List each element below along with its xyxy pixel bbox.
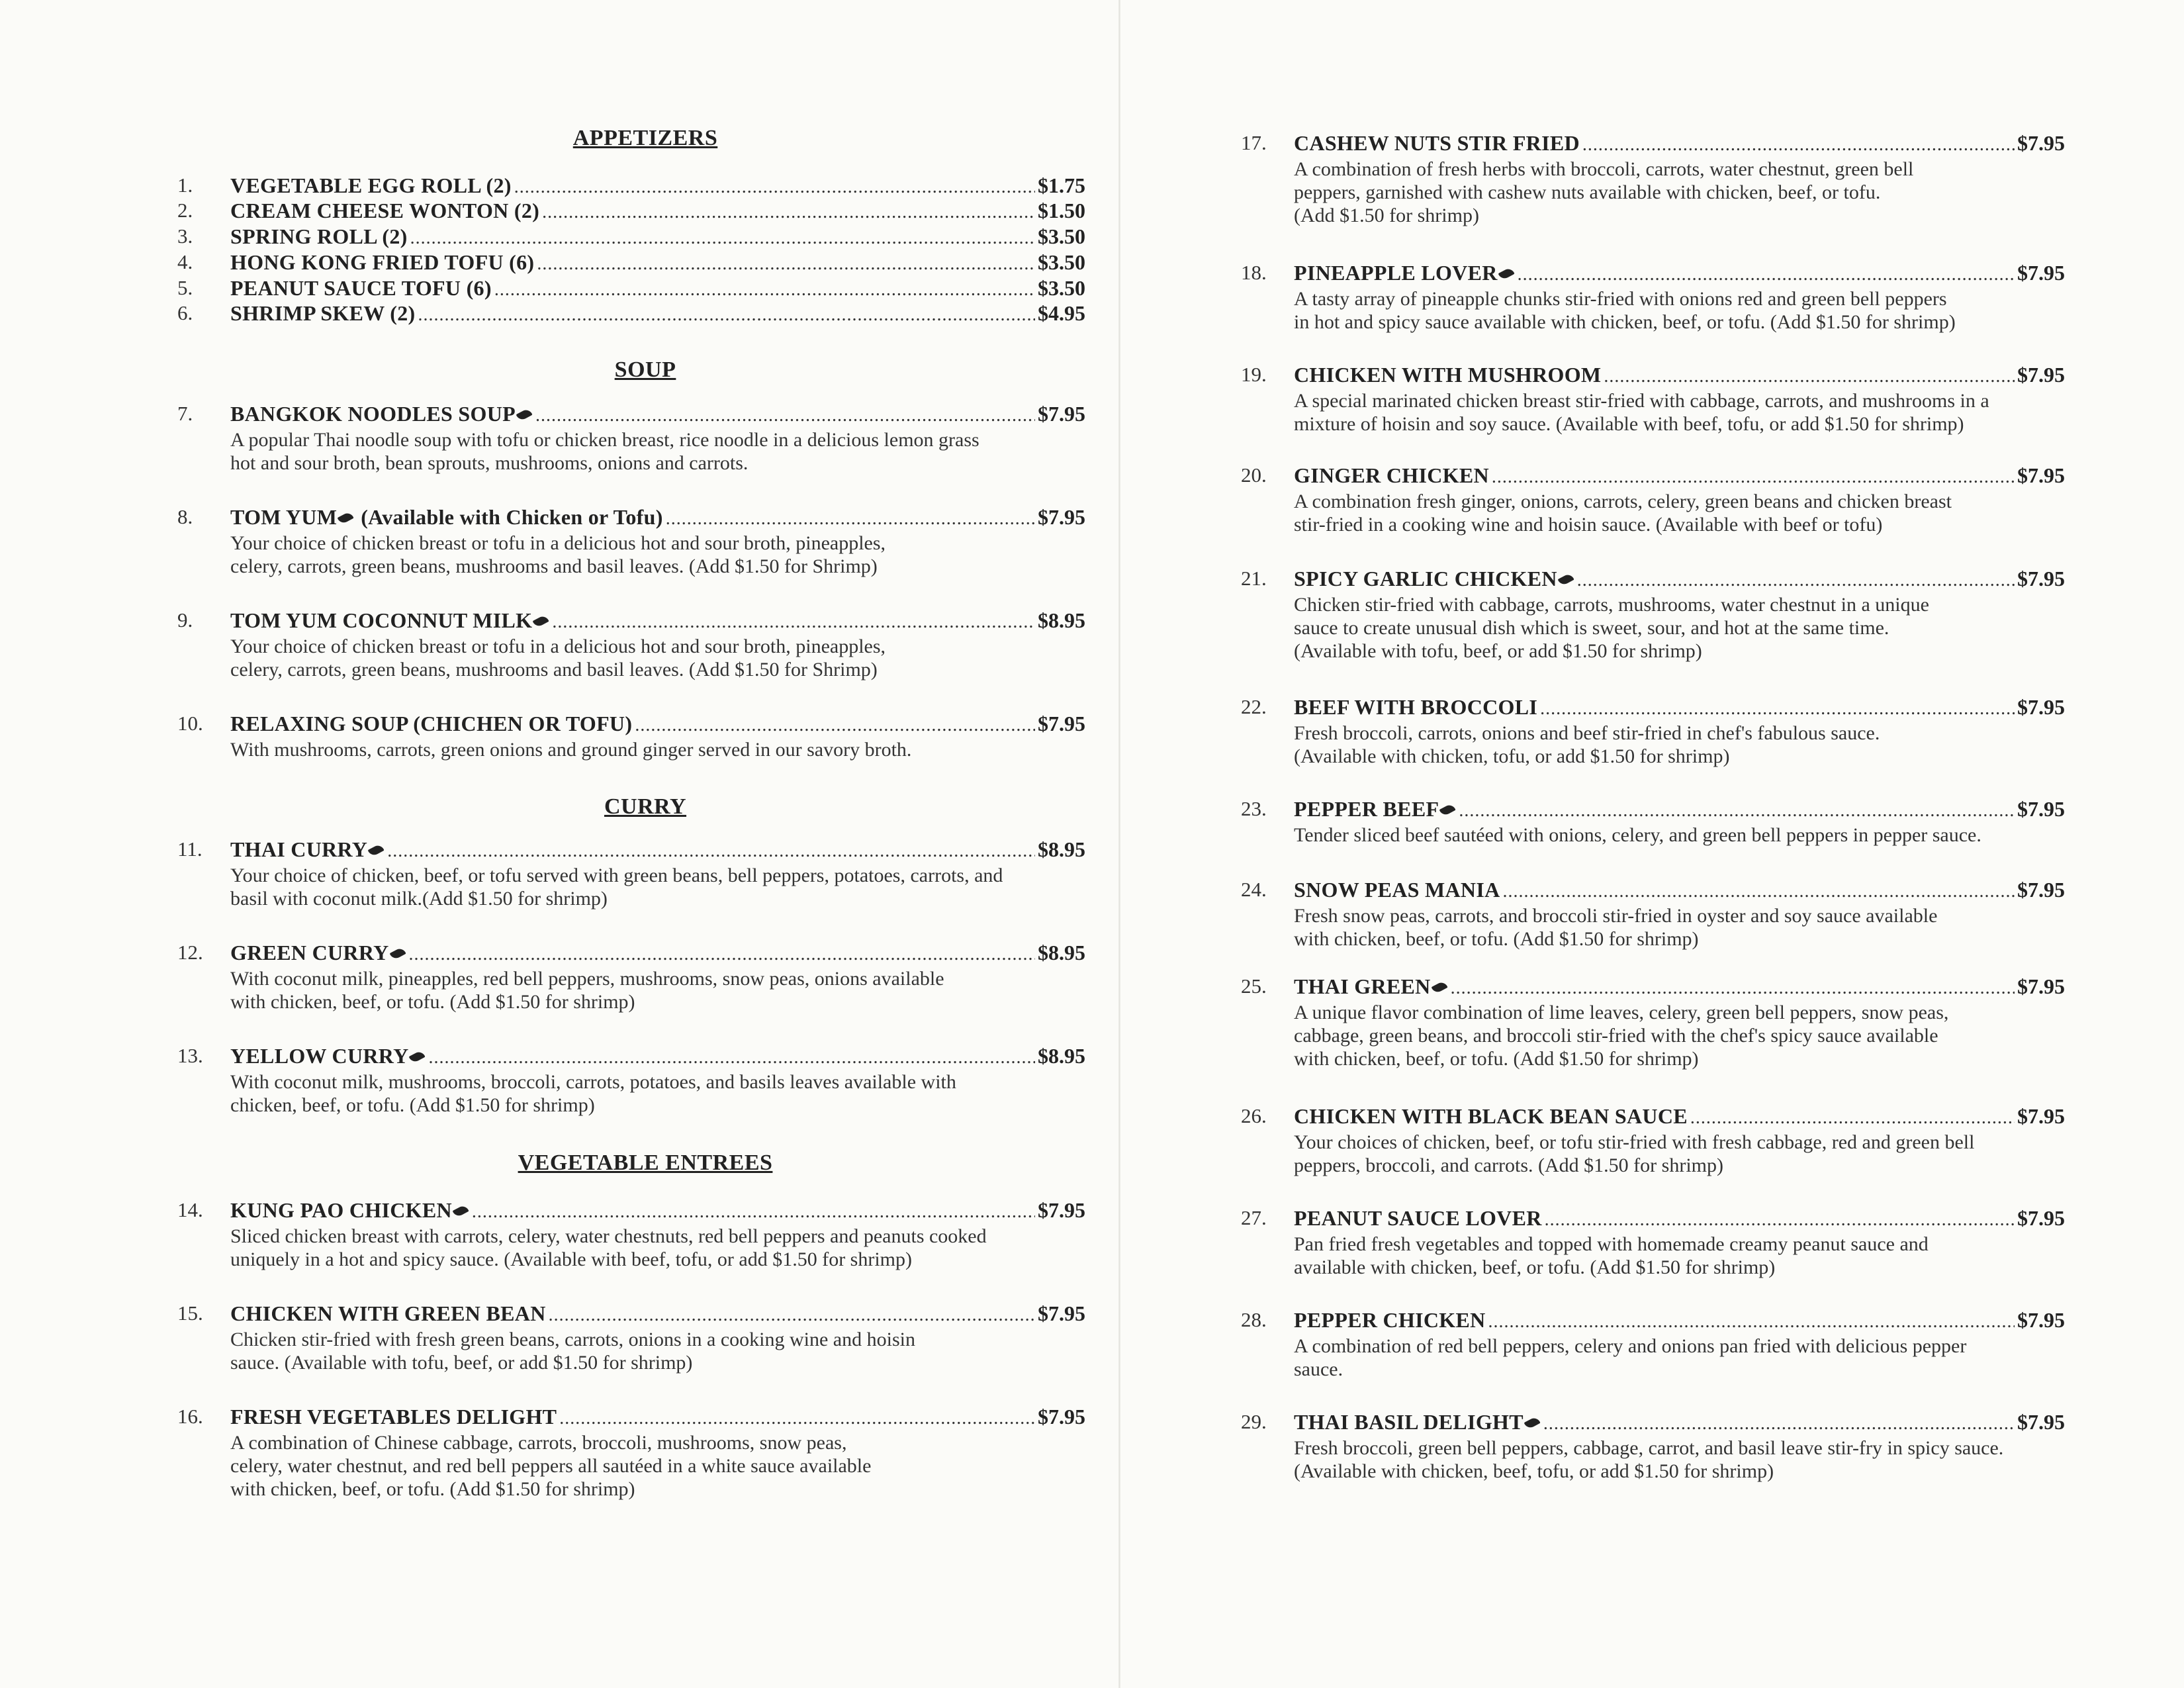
- item-title-line: [230, 505, 1085, 530]
- item-name-text: BEEF WITH BROCCOLI: [1294, 695, 1538, 719]
- item-note: (Available with Chicken or Tofu): [361, 505, 663, 529]
- description-line: A combination of red bell peppers, celery and onions pan fried with delicious pepper: [1294, 1335, 1967, 1357]
- item-description: [230, 738, 911, 761]
- description-line: Your choice of chicken breast or tofu in a delicious hot and sour broth, pineapples,: [230, 635, 886, 657]
- item-description: [230, 1431, 871, 1501]
- item-name: [230, 608, 549, 633]
- dot-leader: [409, 944, 1035, 965]
- item-title-line: [1294, 974, 2065, 999]
- item-title-line: [230, 199, 1085, 223]
- item-name-text: HONG KONG FRIED TOFU (6): [230, 250, 535, 274]
- spicy-pepper-icon: [452, 1204, 469, 1218]
- item-price: $3.50: [1038, 250, 1085, 274]
- item-price: $7.95: [2017, 1104, 2065, 1128]
- item-title-line: [230, 1198, 1085, 1223]
- description-line: (Add $1.50 for shrimp): [1294, 205, 1479, 226]
- item-description: [1294, 1436, 2003, 1483]
- item-price: $7.95: [1038, 1198, 1085, 1222]
- item-name-text: CHICKEN WITH GREEN BEAN: [230, 1301, 546, 1325]
- dot-leader: [559, 1408, 1035, 1429]
- item-price: $3.50: [1038, 276, 1085, 300]
- dot-leader: [1540, 698, 2015, 720]
- description-line: sauce. (Available with tofu, beef, or add $1.50 for shrimp): [230, 1352, 693, 1374]
- item-price: $1.50: [1038, 199, 1085, 222]
- dot-leader: [537, 254, 1035, 275]
- description-line: (Available with chicken, beef, tofu, or add $1.50 for shrimp): [1294, 1460, 1774, 1482]
- item-price: $4.95: [1038, 301, 1085, 325]
- item-name-text: BANGKOK NOODLES SOUP: [230, 402, 516, 426]
- dot-leader: [1488, 1311, 2015, 1333]
- item-title-line: [1294, 878, 2065, 902]
- item-name-text: CHICKEN WITH BLACK BEAN SAUCE: [1294, 1104, 1688, 1128]
- section-heading: CURRY: [604, 794, 687, 819]
- item-description: [1294, 1001, 1948, 1070]
- description-line: basil with coconut milk.(Add $1.50 for shrimp): [230, 888, 608, 910]
- item-number: 8.: [177, 505, 193, 528]
- spicy-pepper-icon: [516, 408, 533, 422]
- item-number: 2.: [177, 199, 193, 222]
- description-line: chicken, beef, or tofu. (Add $1.50 for shrimp): [230, 1094, 595, 1116]
- item-name: [1294, 567, 1574, 591]
- item-price: $8.95: [1038, 608, 1085, 632]
- item-title-line: [230, 173, 1085, 198]
- item-price: $7.95: [2017, 463, 2065, 487]
- item-number: 16.: [177, 1405, 203, 1428]
- dot-leader: [1459, 800, 2015, 821]
- item-title-line: [1294, 695, 2065, 720]
- item-description: [230, 532, 886, 578]
- item-price: $7.95: [1038, 1405, 1085, 1429]
- item-name-text: FRESH VEGETABLES DELIGHT: [230, 1405, 557, 1429]
- dot-leader: [535, 405, 1035, 426]
- item-price: $7.95: [1038, 1301, 1085, 1325]
- item-title-line: [230, 608, 1085, 633]
- section-heading: SOUP: [614, 357, 676, 382]
- description-line: in hot and spicy sauce available with chicken, beef, or tofu. (Add $1.50 for shrimp): [1294, 311, 1956, 333]
- item-name-text: PINEAPPLE LOVER: [1294, 261, 1498, 285]
- item-price: $7.95: [2017, 261, 2065, 285]
- description-line: uniquely in a hot and spicy sauce. (Available with beef, tofu, or add $1.50 for shrimp): [230, 1248, 913, 1270]
- description-line: cabbage, green beans, and broccoli stir-fried with the chef's spicy sauce available: [1294, 1025, 1938, 1047]
- description-line: Fresh snow peas, carrots, and broccoli stir-fried in oyster and soy sauce available: [1294, 905, 1938, 927]
- item-number: 22.: [1241, 695, 1267, 718]
- item-description: [1294, 158, 1913, 227]
- spicy-pepper-icon: [1431, 980, 1447, 994]
- item-description: [1294, 593, 1929, 663]
- description-line: Fresh broccoli, carrots, onions and beef stir-fried in chef's fabulous sauce.: [1294, 722, 1880, 744]
- item-description: [1294, 490, 1952, 536]
- description-line: celery, carrots, green beans, mushrooms and basil leaves. (Add $1.50 for Shrimp): [230, 555, 878, 577]
- description-line: stir-fried in a cooking wine and hoisin sauce. (Available with beef or tofu): [1294, 514, 1883, 536]
- item-number: 29.: [1241, 1410, 1267, 1433]
- spicy-pepper-icon: [1524, 1416, 1540, 1430]
- spicy-pepper-icon: [338, 511, 354, 525]
- item-name: [1294, 1104, 1688, 1129]
- item-description: [230, 428, 979, 475]
- item-number: 19.: [1241, 363, 1267, 386]
- item-price: $8.95: [1038, 837, 1085, 861]
- item-name: [1294, 1410, 1541, 1434]
- description-line: with chicken, beef, or tofu. (Add $1.50 for shrimp): [1294, 1048, 1699, 1070]
- description-line: With mushrooms, carrots, green onions and ground ginger served in our savory broth.: [230, 739, 912, 761]
- item-name-text: GINGER CHICKEN: [1294, 463, 1489, 487]
- item-price: $7.95: [2017, 1308, 2065, 1332]
- description-line: Pan fried fresh vegetables and topped with homemade creamy peanut sauce and: [1294, 1233, 1929, 1255]
- item-title-line: [1294, 463, 2065, 488]
- item-number: 14.: [177, 1198, 203, 1221]
- description-line: celery, water chestnut, and red bell peppers all sautéed in a white sauce available: [230, 1455, 872, 1477]
- item-number: 23.: [1241, 797, 1267, 820]
- description-line: (Available with chicken, tofu, or add $1.50 for shrimp): [1294, 745, 1730, 767]
- item-name-text: THAI BASIL DELIGHT: [1294, 1410, 1524, 1434]
- description-line: With coconut milk, pineapples, red bell peppers, mushrooms, snow peas, onions available: [230, 968, 944, 990]
- description-line: peppers, garnished with cashew nuts available with chicken, beef, or tofu.: [1294, 181, 1881, 203]
- item-name: [230, 301, 416, 326]
- item-title-line: [230, 301, 1085, 326]
- item-description: [230, 1070, 956, 1117]
- item-number: 24.: [1241, 878, 1267, 901]
- spicy-pepper-icon: [1498, 267, 1514, 281]
- item-price: $7.95: [2017, 131, 2065, 155]
- dot-leader: [1604, 366, 2015, 387]
- item-description: [230, 1225, 987, 1271]
- item-number: 6.: [177, 301, 193, 324]
- dot-leader: [428, 1047, 1035, 1068]
- item-title-line: [230, 1301, 1085, 1326]
- description-line: A popular Thai noodle soup with tofu or chicken breast, rice noodle in a delicious lemon grass: [230, 429, 979, 451]
- item-name: [230, 1301, 546, 1326]
- item-number: 3.: [177, 224, 193, 248]
- dot-leader: [1518, 264, 2015, 285]
- description-line: Sliced chicken breast with carrots, celery, water chestnuts, red bell peppers and peanuts cooked: [230, 1225, 987, 1247]
- item-name-text: VEGETABLE EGG ROLL (2): [230, 173, 512, 197]
- spicy-pepper-icon: [533, 614, 549, 628]
- item-number: 4.: [177, 250, 193, 273]
- description-line: Fresh broccoli, green bell peppers, cabbage, carrot, and basil leave stir-fry in spicy sauce.: [1294, 1437, 2004, 1459]
- item-title-line: [1294, 1206, 2065, 1231]
- item-number: 7.: [177, 402, 193, 425]
- description-line: Your choice of chicken breast or tofu in a delicious hot and sour broth, pineapples,: [230, 532, 886, 554]
- spicy-pepper-icon: [368, 843, 385, 857]
- description-line: peppers, broccoli, and carrots. (Add $1.50 for shrimp): [1294, 1154, 1723, 1176]
- item-name-text: TOM YUM: [230, 505, 338, 529]
- item-name: [1294, 261, 1515, 285]
- item-name: [230, 224, 408, 249]
- dot-leader: [1582, 134, 2015, 156]
- dot-leader: [514, 177, 1035, 198]
- item-name-text: CREAM CHEESE WONTON (2): [230, 199, 540, 222]
- description-line: celery, carrots, green beans, mushrooms and basil leaves. (Add $1.50 for Shrimp): [230, 659, 878, 680]
- item-name-text: SPRING ROLL (2): [230, 224, 408, 248]
- item-name: [230, 402, 533, 426]
- item-name: [1294, 1206, 1542, 1231]
- item-name: [230, 712, 632, 736]
- dot-leader: [542, 202, 1035, 223]
- item-name-text: CASHEW NUTS STIR FRIED: [1294, 131, 1580, 155]
- item-description: [1294, 823, 1981, 847]
- item-number: 20.: [1241, 463, 1267, 487]
- item-number: 28.: [1241, 1308, 1267, 1331]
- item-name-text: THAI GREEN: [1294, 974, 1431, 998]
- item-price: $7.95: [2017, 974, 2065, 998]
- item-name: [230, 276, 492, 301]
- description-line: Chicken stir-fried with fresh green beans, carrots, onions in a cooking wine and hoisin: [230, 1329, 915, 1350]
- item-name: [230, 837, 385, 862]
- description-line: sauce to create unusual dish which is sweet, sour, and hot at the same time.: [1294, 617, 1889, 639]
- spicy-pepper-icon: [1439, 803, 1456, 817]
- dot-leader: [1503, 881, 2015, 902]
- item-title-line: [1294, 1308, 2065, 1333]
- item-price: $7.95: [2017, 1410, 2065, 1434]
- description-line: sauce.: [1294, 1358, 1343, 1380]
- section-heading: VEGETABLE ENTREES: [518, 1150, 773, 1175]
- item-name-text: PEPPER CHICKEN: [1294, 1308, 1486, 1332]
- item-title-line: [1294, 1104, 2065, 1129]
- item-title-line: [230, 941, 1085, 965]
- item-number: 17.: [1241, 131, 1267, 154]
- item-price: $8.95: [1038, 1044, 1085, 1068]
- dot-leader: [552, 612, 1035, 633]
- item-name: [1294, 974, 1448, 999]
- item-number: 26.: [1241, 1104, 1267, 1127]
- description-line: (Available with tofu, beef, or add $1.50 for shrimp): [1294, 640, 1702, 662]
- item-title-line: [1294, 567, 2065, 591]
- item-name: [1294, 363, 1601, 387]
- item-price: $7.95: [2017, 878, 2065, 902]
- item-price: $7.95: [2017, 797, 2065, 821]
- description-line: Tender sliced beef sautéed with onions, celery, and green bell peppers in pepper sauce.: [1294, 824, 1981, 846]
- item-number: 27.: [1241, 1206, 1267, 1229]
- dot-leader: [1543, 1413, 2015, 1434]
- item-number: 9.: [177, 608, 193, 632]
- item-name: [1294, 878, 1500, 902]
- item-description: [1294, 389, 1989, 436]
- item-name-text: GREEN CURRY: [230, 941, 389, 964]
- dot-leader: [635, 715, 1035, 736]
- item-name: [1294, 131, 1580, 156]
- item-description: [230, 864, 1003, 910]
- description-line: A special marinated chicken breast stir-fried with cabbage, carrots, and mushrooms in a: [1294, 390, 1989, 412]
- item-description: [1294, 1335, 1966, 1381]
- item-price: $7.95: [2017, 567, 2065, 590]
- dot-leader: [418, 305, 1036, 326]
- description-line: Chicken stir-fried with cabbage, carrots, mushrooms, water chestnut in a unique: [1294, 594, 1929, 616]
- item-name: [230, 250, 534, 275]
- item-number: 5.: [177, 276, 193, 299]
- item-name-text: SNOW PEAS MANIA: [1294, 878, 1500, 902]
- item-name: [1294, 797, 1456, 821]
- item-title-line: [1294, 363, 2065, 387]
- description-line: A tasty array of pineapple chunks stir-fried with onions red and green bell peppers: [1294, 288, 1947, 310]
- item-description: [230, 1328, 915, 1374]
- description-line: A unique flavor combination of lime leaves, celery, green bell peppers, snow peas,: [1294, 1002, 1949, 1023]
- description-line: A combination of Chinese cabbage, carrots, broccoli, mushrooms, snow peas,: [230, 1432, 847, 1454]
- item-price: $7.95: [2017, 363, 2065, 387]
- description-line: With coconut milk, mushrooms, broccoli, carrots, potatoes, and basils leaves available with: [230, 1071, 956, 1093]
- item-name-text: PEANUT SAUCE TOFU (6): [230, 276, 492, 300]
- dot-leader: [666, 508, 1035, 530]
- item-price: $7.95: [1038, 712, 1085, 735]
- item-description: [230, 635, 886, 681]
- dot-leader: [1492, 467, 2015, 488]
- item-price: $7.95: [2017, 695, 2065, 719]
- item-number: 1.: [177, 173, 193, 197]
- dot-leader: [1545, 1209, 2015, 1231]
- dot-leader: [410, 228, 1035, 249]
- description-line: hot and sour broth, bean sprouts, mushrooms, onions and carrots.: [230, 452, 749, 474]
- item-name-text: CHICKEN WITH MUSHROOM: [1294, 363, 1602, 387]
- dot-leader: [387, 841, 1035, 862]
- item-title-line: [230, 402, 1085, 426]
- description-line: A combination of fresh herbs with broccoli, carrots, water chestnut, green bell: [1294, 158, 1914, 180]
- spicy-pepper-icon: [409, 1050, 426, 1064]
- item-title-line: [230, 712, 1085, 736]
- item-name: [1294, 695, 1537, 720]
- item-title-line: [230, 250, 1085, 275]
- item-name-text: TOM YUM COCONNUT MILK: [230, 608, 533, 632]
- description-line: Your choices of chicken, beef, or tofu stir-fried with fresh cabbage, red and green bell: [1294, 1131, 1975, 1153]
- item-description: [1294, 1131, 1974, 1177]
- dot-leader: [472, 1201, 1035, 1223]
- item-price: $7.95: [1038, 402, 1085, 426]
- item-name-text: RELAXING SOUP (CHICHEN OR TOFU): [230, 712, 633, 735]
- item-name-text: PEANUT SAUCE LOVER: [1294, 1206, 1542, 1230]
- item-title-line: [230, 1405, 1085, 1429]
- item-number: 15.: [177, 1301, 203, 1325]
- description-line: with chicken, beef, or tofu. (Add $1.50 for shrimp): [230, 1478, 635, 1500]
- item-name-text: SPICY GARLIC CHICKEN: [1294, 567, 1557, 590]
- item-name: [1294, 1308, 1486, 1333]
- item-name-text: THAI CURRY: [230, 837, 368, 861]
- description-line: with chicken, beef, or tofu. (Add $1.50 for shrimp): [1294, 928, 1699, 950]
- item-name: [230, 173, 512, 198]
- item-description: [230, 967, 944, 1013]
- item-price: $7.95: [1038, 505, 1085, 529]
- description-line: available with chicken, beef, or tofu. (Add $1.50 for shrimp): [1294, 1256, 1776, 1278]
- item-title-line: [230, 276, 1085, 301]
- item-name: [230, 941, 406, 965]
- item-price: $1.75: [1038, 173, 1085, 197]
- item-title-line: [1294, 797, 2065, 821]
- item-title-line: [230, 837, 1085, 862]
- item-name: [1294, 463, 1489, 488]
- description-line: A combination fresh ginger, onions, carrots, celery, green beans and chicken breast: [1294, 491, 1952, 512]
- page-fold: [1118, 0, 1120, 1688]
- item-number: 10.: [177, 712, 203, 735]
- item-number: 21.: [1241, 567, 1267, 590]
- description-line: Your choice of chicken, beef, or tofu served with green beans, bell peppers, potatoes, carrots, and: [230, 865, 1003, 886]
- item-name-text: YELLOW CURRY: [230, 1044, 409, 1068]
- dot-leader: [1577, 570, 2015, 591]
- item-number: 13.: [177, 1044, 203, 1067]
- item-title-line: [1294, 1410, 2065, 1434]
- item-description: [1294, 722, 1880, 768]
- item-title-line: [1294, 261, 2065, 285]
- item-number: 25.: [1241, 974, 1267, 998]
- description-line: with chicken, beef, or tofu. (Add $1.50 for shrimp): [230, 991, 635, 1013]
- dot-leader: [1451, 978, 2015, 999]
- item-name: [230, 199, 539, 223]
- description-line: mixture of hoisin and soy sauce. (Available with beef, tofu, or add $1.50 for shrimp): [1294, 413, 1964, 435]
- item-name: [230, 1044, 426, 1068]
- item-number: 18.: [1241, 261, 1267, 284]
- item-price: $8.95: [1038, 941, 1085, 964]
- item-number: 11.: [177, 837, 203, 861]
- dot-leader: [549, 1305, 1035, 1326]
- item-title-line: [1294, 131, 2065, 156]
- item-title-line: [230, 224, 1085, 249]
- item-name-text: SHRIMP SKEW (2): [230, 301, 416, 325]
- item-name: [230, 1198, 469, 1223]
- item-description: [1294, 287, 1956, 334]
- item-price: $3.50: [1038, 224, 1085, 248]
- item-description: [1294, 904, 1937, 951]
- item-number: 12.: [177, 941, 203, 964]
- item-title-line: [230, 1044, 1085, 1068]
- item-price: $7.95: [2017, 1206, 2065, 1230]
- dot-leader: [494, 279, 1035, 301]
- spicy-pepper-icon: [1557, 573, 1574, 586]
- item-name: [230, 1405, 557, 1429]
- item-name-text: KUNG PAO CHICKEN: [230, 1198, 452, 1222]
- dot-leader: [1690, 1107, 2015, 1129]
- item-name: [230, 505, 663, 530]
- section-heading: APPETIZERS: [572, 126, 718, 150]
- spicy-pepper-icon: [389, 947, 406, 961]
- item-description: [1294, 1233, 1929, 1279]
- item-name-text: PEPPER BEEF: [1294, 797, 1439, 821]
